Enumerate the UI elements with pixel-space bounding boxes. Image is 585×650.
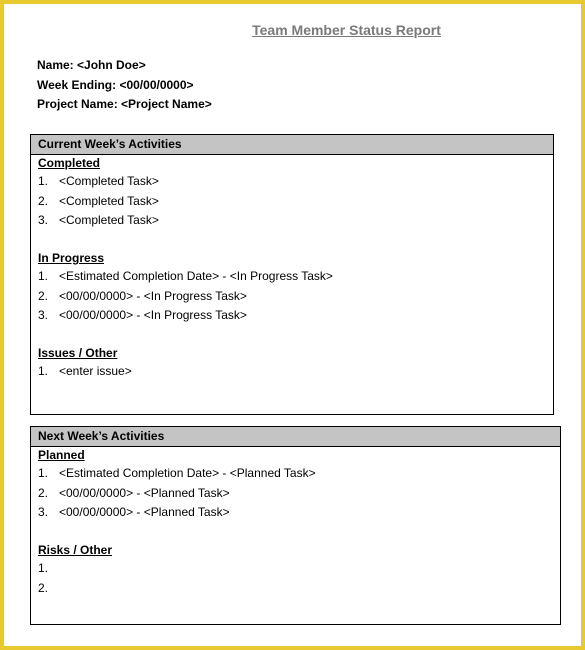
issues-list: [31, 362, 553, 382]
in-progress-heading: In Progress: [38, 251, 105, 266]
current-week-header: Current Week’s Activities: [31, 135, 553, 155]
report-page: [4, 4, 581, 646]
list-item: 2. <00/00/0000> - <In Progress Task>: [38, 288, 247, 303]
list-item: 3. <Completed Task>: [38, 213, 159, 228]
risks-list: [31, 559, 560, 598]
list-item: 2. <00/00/0000> - <Planned Task>: [38, 485, 230, 500]
planned-list: [31, 464, 560, 523]
completed-heading: Completed: [38, 156, 101, 170]
name-field: Name: <John Doe>: [37, 58, 146, 72]
current-week-section: [30, 134, 554, 415]
risks-heading: Risks / Other: [38, 543, 113, 558]
in-progress-list: [31, 267, 553, 326]
issues-heading: Issues / Other: [38, 346, 118, 361]
page-title: Team Member Status Report: [252, 22, 441, 38]
list-item: 1. <Estimated Completion Date> - <Planned Task>: [38, 466, 316, 480]
project-name-field: Project Name: <Project Name>: [37, 97, 212, 111]
completed-list: [31, 172, 553, 231]
list-item: 3. <00/00/0000> - <Planned Task>: [38, 505, 230, 520]
list-item: 1. <Estimated Completion Date> - <In Progress Task>: [38, 269, 333, 284]
list-item: 1.: [38, 561, 49, 576]
next-week-section: [30, 426, 561, 625]
list-item: 2. <Completed Task>: [38, 193, 159, 208]
list-item: 3. <00/00/0000> - <In Progress Task>: [38, 308, 247, 323]
list-item: 1. <enter issue>: [38, 364, 132, 379]
week-ending-field: Week Ending: <00/00/0000>: [37, 77, 194, 92]
report-meta: [37, 56, 212, 115]
list-item: 2.: [38, 580, 49, 595]
planned-heading: Planned: [38, 448, 85, 462]
list-item: 1. <Completed Task>: [38, 174, 159, 188]
next-week-header: Next Week’s Activities: [31, 427, 560, 447]
